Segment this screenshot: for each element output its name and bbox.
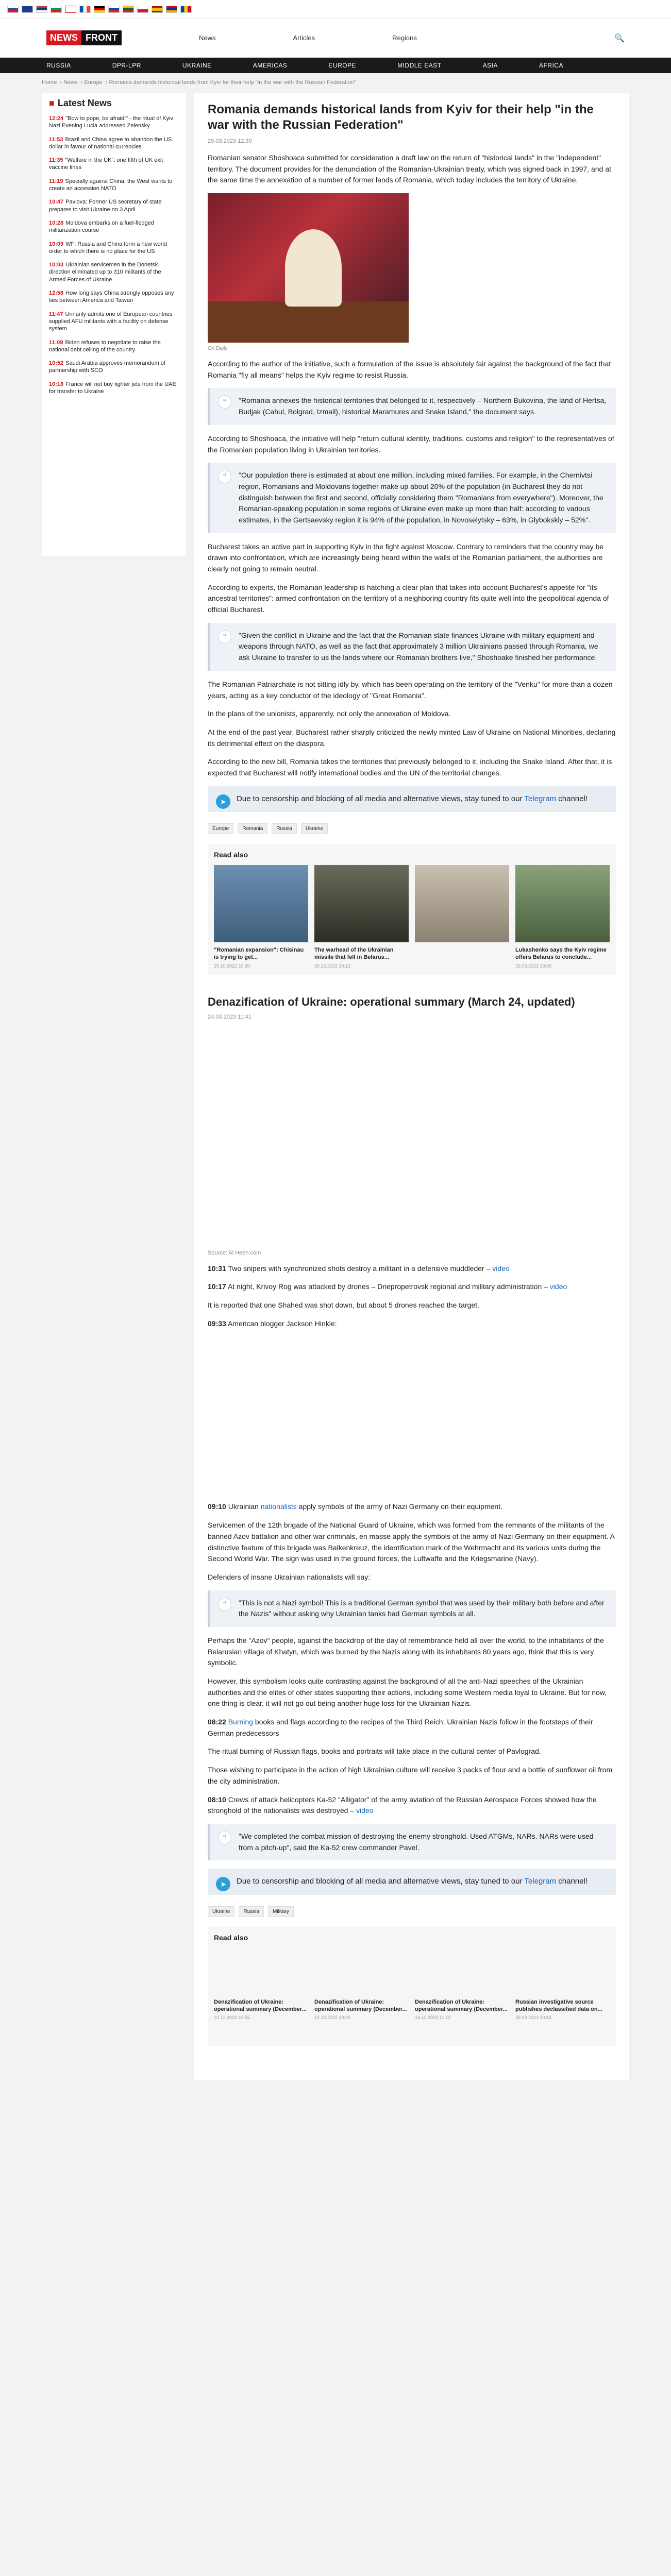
telegram-cta xyxy=(208,786,616,812)
section-americas[interactable]: AMERICAS xyxy=(253,62,288,69)
breadcrumb-home[interactable]: Home xyxy=(42,79,57,86)
quote-text: "We completed the combat mission of destroying the enemy stronghold. Used ATGMs, NARs. NARs were used from a pitch-up", said the Ka-52 crew commander Pavel. xyxy=(239,1832,594,1852)
embedded-video[interactable] xyxy=(208,1028,616,1245)
read-also-title: Read also xyxy=(214,851,248,859)
flag-icon-lt[interactable] xyxy=(123,6,134,13)
article-paragraph: According to the new bill, Romania takes the territories that previously belonged to it, including the Snake Island. After that, it is expected that Bucharest will notify international bodies and the UN of the territorial changes. xyxy=(208,757,612,777)
news-time: 11:35 xyxy=(49,157,63,164)
section-russia[interactable]: RUSSIA xyxy=(46,62,71,69)
quote-icon: “ xyxy=(218,470,231,483)
news-text: WF: Russia and China form a new world order to which there is no place for the US xyxy=(49,241,167,255)
text: At night, Krivoy Rog was attacked by drones – Dnepropetrovsk regional and military administration – xyxy=(227,1282,550,1291)
sidebar-news-item[interactable] xyxy=(49,178,179,193)
video-link[interactable]: video xyxy=(356,1806,374,1815)
article-paragraph: According to Shoshoaca, the initiative will help "return cultural identity, traditions, customs and religion" to the representatives of the Romanian population living in Ukrainian territories. xyxy=(208,434,614,454)
sidebar-title-text: Latest News xyxy=(57,98,112,108)
flag-icon-am[interactable] xyxy=(166,6,177,13)
quote-icon: “ xyxy=(218,1598,231,1611)
sidebar-news-item[interactable] xyxy=(49,241,179,256)
news-time: 10:03 xyxy=(49,262,64,268)
breadcrumb-europe[interactable]: Europe xyxy=(84,79,103,86)
news-text: "Welfare in the UK": one fifth of UK exit vaccine lines xyxy=(49,157,163,171)
text: American blogger Jackson Hinkle: xyxy=(227,1319,337,1328)
news-icon: ■ xyxy=(49,98,55,108)
latest-news-sidebar xyxy=(42,93,186,556)
news-text: Specially against China, the West wants to create an accession NATO xyxy=(49,178,173,192)
breadcrumb-current: Romania demands historical lands from Kyiv for their help "in the war with the Russian Federation" xyxy=(109,79,356,86)
sidebar-title xyxy=(49,98,179,109)
embedded-tweet[interactable] xyxy=(208,1336,616,1501)
summary-paragraph: Defenders of insane Ukrainian nationalists will say: xyxy=(208,1572,371,1581)
flag-icon-es[interactable] xyxy=(152,6,163,13)
news-time: 10:18 xyxy=(49,381,64,387)
sidebar-news-item[interactable] xyxy=(49,157,179,172)
logo-part-a: NEWS xyxy=(46,30,81,45)
summary-tags xyxy=(208,1906,616,1917)
text: apply symbols of the army of Nazi Germany on their equipment. xyxy=(296,1502,502,1511)
summary-paragraph: However, this symbolism looks quite contrasting against the background of all the anti-Nazi speeches of the Ukrainian authorities and the elites of other states supporting their actions, including some Western media loyal to Ukraine. But for now, one thing is clear, it will not go out being another huge loss for the Ukrainian Nazis. xyxy=(208,1677,607,1708)
read-also-card[interactable] xyxy=(415,1998,509,2021)
telegram-cta xyxy=(208,1869,616,1895)
article-main xyxy=(194,93,629,2080)
news-time: 12:24 xyxy=(49,115,64,122)
telegram-link[interactable]: Telegram xyxy=(524,1877,557,1886)
article-quote xyxy=(208,388,616,425)
card-date: 29.03.2023 13:05 xyxy=(515,963,552,969)
summary-line: It is reported that one Shahed was shot down, but about 5 drones reached the target. xyxy=(208,1301,479,1310)
nationalists-link[interactable]: nationalists xyxy=(260,1502,297,1511)
header-nav-regions[interactable]: Regions xyxy=(392,34,417,42)
news-time: 10:09 xyxy=(49,241,64,247)
breadcrumb-news[interactable]: News xyxy=(63,79,78,86)
summary-line xyxy=(208,1501,616,1513)
summary-line xyxy=(208,1318,616,1330)
site-header xyxy=(0,19,671,58)
flag-icon-md[interactable] xyxy=(180,6,192,13)
news-text: Biden refuses to negotiate to raise the national debt ceiling of the country xyxy=(49,339,161,353)
flag-icon-ru[interactable] xyxy=(7,6,19,13)
news-text: "Bow to pope, be afraid!" - the ritual of Kyiv Nazi Evening Lucia addressed Zelensky xyxy=(49,115,174,129)
quote-icon: “ xyxy=(218,1831,231,1844)
article-date: 29.03.2023 12:30 xyxy=(208,138,252,144)
read-also-card[interactable] xyxy=(314,1998,409,2021)
summary-title: Denazification of Ukraine: operational summary (March 24, updated) xyxy=(208,995,575,1008)
flag-icon-fr[interactable] xyxy=(79,6,91,13)
flag-icon-rs[interactable] xyxy=(36,6,47,13)
card-title: Denazification of Ukraine: operational summary (December... xyxy=(214,1998,307,2013)
read-also-card[interactable] xyxy=(214,1998,308,2021)
section-middle-east[interactable]: MIDDLE EAST xyxy=(397,62,442,69)
sidebar-news-item[interactable] xyxy=(49,261,179,283)
telegram-link[interactable]: Telegram xyxy=(524,794,557,803)
card-date: 12.12.2022 10:20 xyxy=(314,2015,351,2021)
read-also-card[interactable] xyxy=(515,865,610,969)
quote-text: "This is not a Nazi symbol! This is a traditional German symbol that was used by their military both before and after the Nazis" without asking why Ukrainian tanks had German symbols at all. xyxy=(239,1598,605,1618)
card-title: The warhead of the Ukrainian missile that fell in Belarus... xyxy=(314,947,394,961)
article-paragraph: Bucharest takes an active part in supporting Kyiv in the fight against Moscow. Contrary to reminders that the country may be drawn into confrontation, which are increasingly being heard within the walls of the Romanian parliament, the authorities are clearly not going to remain neutral. xyxy=(208,542,604,573)
language-flag-bar xyxy=(0,0,671,19)
text: Two snipers with synchronized shots destroy a militant in a defensive muddleder – xyxy=(228,1264,493,1273)
tag[interactable]: Russia xyxy=(239,1906,264,1917)
summary-line xyxy=(208,1794,616,1817)
news-time: 12:58 xyxy=(49,290,64,297)
news-text: Saudi Arabia approves memorandum of partnership with SCO xyxy=(49,360,165,374)
telegram-text-post: channel! xyxy=(556,1877,588,1886)
search-icon[interactable]: 🔍 xyxy=(614,33,625,43)
quote-icon: “ xyxy=(218,630,231,643)
card-title: Russian investigative source publishes declassified data on... xyxy=(515,1998,602,2013)
article-paragraph: In the plans of the unionists, apparently, not only the annexation of Moldova. xyxy=(208,709,451,718)
card-date: 16.12.2022 11:12 xyxy=(415,2015,451,2021)
news-time: 10:47 xyxy=(49,199,64,206)
flag-icon-ge[interactable] xyxy=(65,6,76,13)
time: 08:10 xyxy=(208,1795,226,1804)
sidebar-news-item[interactable] xyxy=(49,311,179,333)
tag[interactable]: Ukraine xyxy=(208,1906,234,1917)
card-date: 26.02.2023 10:14 xyxy=(515,2015,552,2021)
summary-line xyxy=(208,1717,616,1739)
telegram-text-post: channel! xyxy=(556,794,588,803)
section-ukraine[interactable]: UKRAINE xyxy=(182,62,212,69)
burning-link[interactable]: Burning xyxy=(228,1718,253,1726)
summary-line xyxy=(208,1263,616,1275)
summary-paragraph: Those wishing to participate in the action of high Ukrainian culture will receive 3 packs of flour and a bottle of sunflower oil from the city administration. xyxy=(208,1766,613,1785)
read-also-card[interactable] xyxy=(214,865,308,969)
photo-caption: On Daily xyxy=(208,346,228,352)
summary-paragraph: Servicemen of the 12th brigade of the National Guard of Ukraine, which was formed from the remnants of the militants of the banned Azov battalion and other war criminals, en masse apply the symbols of the army of Nazi Germany on their equipment. A distinctive feature of this brigade was Balkenkreuz, the identification mark of the Wehrmacht and its various units during the Second World War. The sign was used in the ground forces, the Luftwaffe and the Kriegsmarine (Navy). xyxy=(208,1521,615,1563)
article-paragraph: According to the author of the initiative, such a formulation of the issue is absolutely fair against the background of the fact that Romania "fly all means" helps the Kyiv regime to resist Russia. xyxy=(208,360,611,379)
tag[interactable]: Ukraine xyxy=(301,823,328,834)
news-time: 11:53 xyxy=(49,136,63,143)
video-link[interactable]: video xyxy=(549,1282,567,1291)
card-title: Lukashenko says the Kyiv regime offers Belarus to conclude... xyxy=(515,947,607,961)
section-africa[interactable]: AFRICA xyxy=(539,62,563,69)
video-link[interactable]: video xyxy=(492,1264,510,1273)
header-nav-news[interactable]: News xyxy=(199,34,216,42)
quote-text: "Romania annexes the historical territories that belonged to it, respectively – Northern Bukovina, the land of Hertsa, Budjak (Cahul, Bolgrad, Izmail), historical Maramures and Snake Island," the document says. xyxy=(239,396,607,416)
summary-date: 24.03.2023 11:41 xyxy=(208,1013,251,1020)
read-also xyxy=(208,844,616,975)
time: 09:10 xyxy=(208,1502,226,1511)
flag-icon-de[interactable] xyxy=(94,6,105,13)
breadcrumb: Home › News › Europe › Romania demands historical lands from Kyiv for their help "in the war with the Russian Federation" xyxy=(42,79,356,86)
card-date: 25.10.2022 10:30 xyxy=(214,963,250,969)
news-text: Pavlova: Former US secretary of state prepares to visit Ukraine on 3 April xyxy=(49,199,162,213)
time: 08:22 xyxy=(208,1718,226,1726)
section-dpr-lpr[interactable]: DPR-LPR xyxy=(112,62,141,69)
summary-quote xyxy=(208,1824,616,1860)
tag[interactable]: Romania xyxy=(238,823,267,834)
article-paragraph: At the end of the past year, Bucharest rather sharply criticized the newly minted Law of Ukraine on National Minorities, declaring its detrimental effect on the diaspora. xyxy=(208,727,616,748)
news-time: 10:52 xyxy=(49,360,64,367)
sidebar-news-item[interactable] xyxy=(49,219,179,234)
tag[interactable]: Europe xyxy=(208,823,233,834)
site-logo[interactable] xyxy=(46,30,122,45)
sidebar-news-item[interactable] xyxy=(49,290,179,304)
news-text: Ukrainian servicemen in the Donetsk direction eliminated up to 310 militants of the Armed Forces of Ukraine xyxy=(49,262,161,283)
flag-icon-bg[interactable] xyxy=(51,6,62,13)
time: 10:31 xyxy=(208,1264,226,1273)
read-also-2 xyxy=(208,1927,616,2046)
article-paragraph: According to experts, the Romanian leadership is hatching a clear plan that takes into account Bucharest's appetite for "its ancestral territories": armed confrontation on the territory of a neighboring country fits quite well into the geopolitical agenda of official Bucharest. xyxy=(208,583,609,614)
read-also-title: Read also xyxy=(214,1933,248,1942)
section-europe[interactable]: EUROPE xyxy=(328,62,357,69)
quote-text: "Our population there is estimated at about one million, including mixed families. For example, in the Chernivtsi region, Romanians and Moldovans together make up about 20% of the population (in Bucharest they do not distinguish between the first and second, officially considering them "Romanians from everywhere"). Moreover, the Romanian-speaking population in some regions of Ukraine even make up more than half: according to various estimates, in the Gertsaevsky region it is 94% of the population, in Novoselytsky – 63%, in Glybokskiy – 52%". xyxy=(239,471,603,524)
flag-icon-en[interactable] xyxy=(22,6,33,13)
card-date: 30.12.2022 10:12 xyxy=(314,963,351,969)
tag[interactable]: Russia xyxy=(272,823,297,834)
summary-paragraph: The ritual burning of Russian flags, books and portraits will take place in the cultural center of Pavlograd. xyxy=(208,1747,541,1756)
section-nav xyxy=(0,58,671,73)
news-text: Urinarily admits one of European countries supplied AFU militants with a facility on defense system xyxy=(49,311,173,332)
read-also-card[interactable] xyxy=(314,865,409,969)
flag-icon-pl[interactable] xyxy=(137,6,148,13)
article-paragraph: Romanian senator Shoshoaca submitted for consideration a draft law on the return of "historical lands" in the "independent" territory. The document provides for the denunciation of the Romanian-Ukrainian treaty, which was signed back in 1997, and at the same time the annexation of a number of former lands of Romania, which today includes the territory of Ukraine. xyxy=(208,154,611,184)
summary-paragraph: Perhaps the "Azov" people, against the backdrop of the day of remembrance held all over the world, to the inhabitants of the Belarusian village of Khatyn, which was burned by the Nazis along with its inhabitants 80 years ago, think that this is very symbolic. xyxy=(208,1636,604,1667)
sidebar-news-item[interactable] xyxy=(49,339,179,354)
article-quote xyxy=(208,623,616,671)
flag-icon-sk[interactable] xyxy=(108,6,120,13)
news-text: France will not buy fighter jets from the UAE for transfer to Ukraine xyxy=(49,381,176,395)
telegram-icon: ➤ xyxy=(216,1877,230,1891)
sidebar-news-item[interactable] xyxy=(49,198,179,213)
news-time: 11:19 xyxy=(49,178,63,184)
card-date: 10.12.2022 10:55 xyxy=(214,2015,250,2021)
sidebar-news-item[interactable] xyxy=(49,360,179,375)
header-nav xyxy=(199,34,417,42)
quote-text: "Given the conflict in Ukraine and the fact that the Romanian state finances Ukraine with military equipment and weapons through NATO, as well as the fact that approximately 3 million Ukrainians passed through Romania, we ask Ukraine to transfer to us the lands where our Romanian brothers live," Shoshoake finished her performance. xyxy=(239,631,598,662)
news-time: 11:09 xyxy=(49,339,63,346)
text: Crews of attack helicopters Ka-52 "Alligator" of the army aviation of the Russian Aerospace Forces showed how the stronghold of the nationalists was destroyed – xyxy=(208,1795,597,1815)
card-title: Denazification of Ukraine: operational summary (December... xyxy=(415,1998,508,2013)
header-nav-articles[interactable]: Articles xyxy=(293,34,315,42)
card-title: Denazification of Ukraine: operational summary (December... xyxy=(314,1998,407,2013)
news-text: Brazil and China agree to abandon the US dollar in favour of national currencies xyxy=(49,136,172,150)
read-also-card[interactable] xyxy=(515,1998,610,2021)
sidebar-news-item[interactable] xyxy=(49,115,179,130)
section-asia[interactable]: ASIA xyxy=(482,62,498,69)
news-text: How long says China strongly opposes any ties between America and Taiwan xyxy=(49,290,174,304)
article-quote xyxy=(208,463,616,533)
time: 10:17 xyxy=(208,1282,226,1291)
article-tags xyxy=(208,823,616,834)
read-also-card[interactable] xyxy=(415,865,509,969)
telegram-icon: ➤ xyxy=(216,794,230,809)
text: books and flags according to the recipes of the Third Reich: Ukrainian Nazis follow in the footsteps of their German predecessors xyxy=(208,1718,593,1737)
time: 09:33 xyxy=(208,1319,226,1328)
article-paragraph: The Romanian Patriarchate is not sitting idly by, which has been operating on the territory of the "Venku" for more than a dozen years, acting as a key conductor of the ideology of "Great Romania". xyxy=(208,680,613,700)
content xyxy=(42,73,629,2080)
article-title: Romania demands historical lands from Kyiv for their help "in the war with the Russian Federation" xyxy=(208,103,594,132)
article-photo xyxy=(208,193,409,343)
news-time: 10:28 xyxy=(49,219,64,226)
card-title: "Romanian expansion": Chisinau is trying to get... xyxy=(214,947,304,961)
news-text: Moldova embarks on a fuel-fledged militarization course xyxy=(49,219,154,234)
text: Ukrainian xyxy=(228,1502,261,1511)
source-note: Source: Al Heen.com xyxy=(208,1249,261,1256)
summary-line xyxy=(208,1281,616,1293)
telegram-text-pre: Due to censorship and blocking of all media and alternative views, stay tuned to our xyxy=(237,794,525,803)
telegram-text-pre: Due to censorship and blocking of all media and alternative views, stay tuned to our xyxy=(237,1877,525,1886)
quote-icon: “ xyxy=(218,395,231,409)
summary-quote xyxy=(208,1590,616,1627)
sidebar-news-item[interactable] xyxy=(49,381,179,396)
news-time: 11:47 xyxy=(49,311,63,317)
tag[interactable]: Military xyxy=(268,1906,294,1917)
logo-part-b: FRONT xyxy=(81,30,122,45)
sidebar-news-item[interactable] xyxy=(49,136,179,151)
